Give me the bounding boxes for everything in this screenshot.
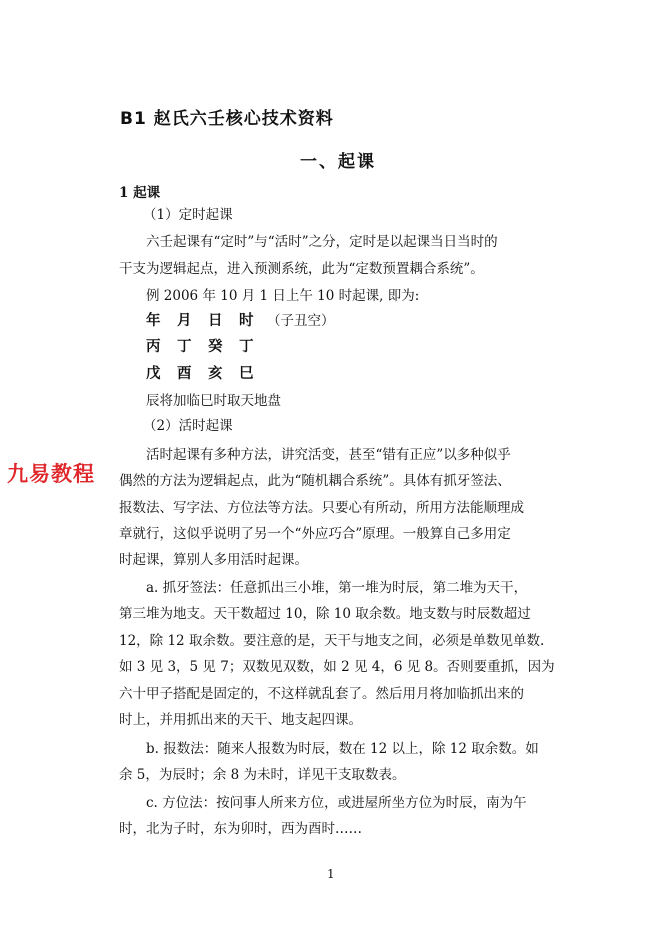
subsection-title-live-time: （2）活时起课 (143, 418, 233, 434)
subsection-title-fixed-time: （1）定时起课 (143, 207, 233, 223)
heaven-earth-plate-line: 辰将加临巳时取天地盘 (146, 393, 281, 409)
table-header-cell: 年 (146, 313, 161, 329)
paragraph-line: 六壬起课有“定时”与“活时”之分，定时是以起课当日当时的 (146, 234, 498, 250)
paragraph-line: c. 方位法：按问事人所来方位，或进屋所坐方位为时辰，南为午 (146, 795, 527, 811)
table-header-cell: 月 (177, 313, 192, 329)
section-title: 1 起课 (119, 185, 161, 201)
paragraph-line: 第三堆为地支。天干数超过 10，除 10 取余数。地支数与时辰数超过 (119, 606, 531, 622)
paragraph-line: a. 抓牙签法：任意抓出三小堆，第一堆为时辰，第二堆为天干， (146, 580, 528, 596)
paragraph-line: 六十甲子搭配是固定的，不这样就乱套了。然后用月将加临抓出来的 (119, 686, 524, 702)
table-cell: 癸 (208, 339, 223, 355)
paragraph-line: 活时起课有多种方法，讲究活变，甚至“错有正应”以多种似乎 (146, 447, 511, 463)
table-header-cell: 时 (239, 313, 254, 329)
paragraph-line: 如 3 见 3，5 见 7；双数见双数，如 2 见 4，6 见 8。否则要重抓，因为 (119, 659, 555, 675)
table-header-cell: 日 (208, 313, 223, 329)
paragraph-line: 时起课，算别人多用活时起课。 (119, 552, 308, 568)
table-cell: 丁 (239, 339, 254, 355)
page-number: 1 (327, 867, 335, 881)
example-line: 例 2006 年 10 月 1 日上午 10 时起课, 即为: (146, 288, 420, 304)
table-cell: 戊 (146, 366, 161, 382)
table-cell: 丙 (146, 339, 161, 355)
table-cell: 酉 (177, 366, 192, 382)
void-branches-note: （子丑空） (267, 313, 335, 329)
table-cell: 巳 (239, 366, 254, 382)
ganzhi-table (146, 309, 346, 389)
table-cell: 亥 (208, 366, 223, 382)
paragraph-line: 报数法、写字法、方位法等方法。只要心有所动，所用方法能顺理成 (119, 500, 524, 516)
chapter-title: 一、起课 (300, 152, 376, 172)
paragraph-line: 12，除 12 取余数。要注意的是，天干与地支之间，必须是单数见单数. (119, 633, 545, 649)
paragraph-line: 时上，并用抓出来的天干、地支起四课。 (119, 712, 362, 728)
document-title: B1 赵氏六壬核心技术资料 (120, 109, 334, 129)
paragraph-line: 偶然的方法为逻辑起点，此为“随机耦合系统”。具体有抓牙签法、 (119, 473, 511, 489)
watermark: 九易教程 (7, 462, 95, 486)
paragraph-line: 时，北为子时，东为卯时，西为酉时…… (119, 821, 362, 837)
paragraph-line: 余 5，为辰时；余 8 为未时，详见干支取数表。 (119, 767, 406, 783)
paragraph-line: b. 报数法：随来人报数为时辰，数在 12 以上，除 12 取余数。如 (146, 741, 539, 757)
table-cell: 丁 (177, 339, 192, 355)
paragraph-line: 干支为逻辑起点，进入预测系统，此为“定数预置耦合系统”。 (119, 261, 484, 277)
paragraph-line: 章就行，这似乎说明了另一个“外应巧合”原理。一般算自己多用定 (119, 526, 511, 542)
